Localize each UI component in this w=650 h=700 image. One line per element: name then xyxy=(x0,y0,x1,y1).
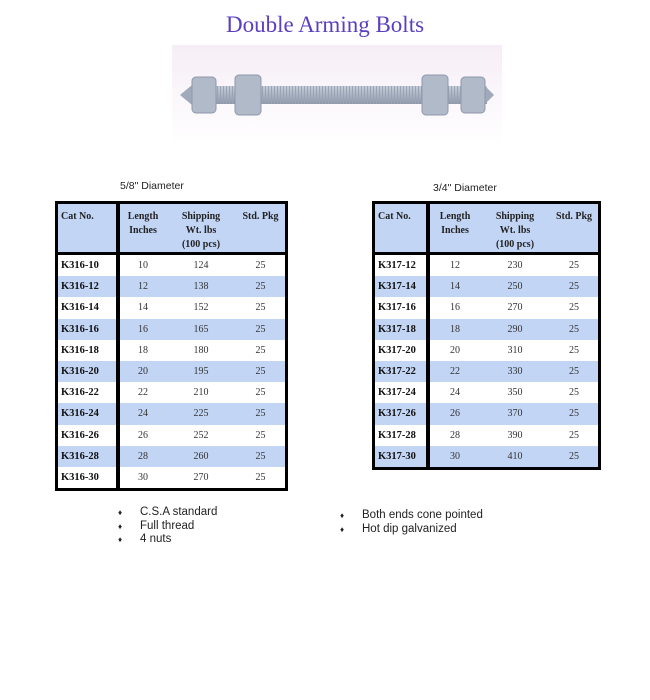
cat-no-cell: K317-20 xyxy=(375,340,430,361)
table-cell: 20 xyxy=(138,366,148,378)
table-cell: 24 xyxy=(138,408,148,420)
table-cell: 138 xyxy=(193,281,209,293)
table-cell: 25 xyxy=(255,366,266,378)
table-cell: 165 xyxy=(193,323,209,335)
table-cell: 18 xyxy=(138,344,148,356)
table-cell: 14 xyxy=(138,302,148,314)
table-cell: 250 xyxy=(507,281,523,293)
table-5-8-diameter xyxy=(55,201,288,491)
table-row xyxy=(58,403,285,424)
table-row xyxy=(375,382,598,403)
cat-no-cell: K316-30 xyxy=(58,467,120,488)
cat-no-cell: K316-26 xyxy=(58,425,120,446)
column-header: Shipping Wt. lbs (100 pcs) xyxy=(181,211,221,250)
table-cell: 25 xyxy=(569,366,579,378)
table-cell: 25 xyxy=(569,281,579,293)
table-cell: 152 xyxy=(193,302,209,314)
table-cell: 28 xyxy=(138,450,148,462)
table-cell: 25 xyxy=(569,408,579,420)
bullet-icon: ♦ xyxy=(118,508,123,517)
table-cell: 270 xyxy=(507,302,523,314)
table-cell: 25 xyxy=(569,302,579,314)
cat-no-cell: K317-18 xyxy=(375,319,430,340)
cat-no-cell: K316-16 xyxy=(58,319,120,340)
table-row xyxy=(375,425,598,446)
table-row xyxy=(58,446,285,467)
table-cell: 124 xyxy=(193,260,209,272)
table-cell: 195 xyxy=(193,366,209,378)
table-cell: 25 xyxy=(255,429,266,441)
cat-no-cell: K316-24 xyxy=(58,403,120,424)
table-cell: 270 xyxy=(193,471,209,483)
cat-no-cell: K316-12 xyxy=(58,276,120,297)
table-header-row xyxy=(375,204,598,255)
cat-no-cell: K317-30 xyxy=(375,446,430,467)
table-cell: 252 xyxy=(193,429,209,441)
cat-no-cell: K317-26 xyxy=(375,403,430,424)
cat-no-cell: K316-10 xyxy=(58,255,120,276)
cat-no-cell: K317-24 xyxy=(375,382,430,403)
table-cell: 260 xyxy=(193,450,209,462)
cat-no-cell: K317-12 xyxy=(375,255,430,276)
cat-no-cell: K317-16 xyxy=(375,297,430,318)
table-cell: 25 xyxy=(255,260,266,272)
table-cell: 25 xyxy=(255,281,266,293)
table-cell: 12 xyxy=(450,260,460,272)
table-row xyxy=(58,382,285,403)
table-cell: 22 xyxy=(450,366,460,378)
table-cell: 25 xyxy=(255,408,266,420)
feature-item: ♦ 4 nuts xyxy=(118,533,172,545)
table-cell: 180 xyxy=(193,344,209,356)
table-cell: 28 xyxy=(450,429,460,441)
table-row xyxy=(375,403,598,424)
table-cell: 410 xyxy=(507,450,523,462)
cat-no-cell: K317-28 xyxy=(375,425,430,446)
table-cell: 25 xyxy=(569,344,579,356)
table-cell: 330 xyxy=(507,366,523,378)
feature-item: ♦ Both ends cone pointed xyxy=(340,509,483,521)
table-caption-3-4: 3/4" Diameter xyxy=(433,182,497,194)
table-cell: 22 xyxy=(138,387,148,399)
table-cell: 390 xyxy=(507,429,523,441)
table-cell: 24 xyxy=(450,387,460,399)
cat-no-cell: K316-22 xyxy=(58,382,120,403)
table-row xyxy=(375,340,598,361)
column-header: Cat No. xyxy=(58,204,120,252)
table-cell: 25 xyxy=(255,344,266,356)
table-cell: 25 xyxy=(255,323,266,335)
table-cell: 16 xyxy=(138,323,148,335)
table-cell: 26 xyxy=(450,408,460,420)
table-cell: 30 xyxy=(138,471,148,483)
features-left xyxy=(118,506,217,547)
features-right xyxy=(340,509,483,536)
table-row xyxy=(58,297,285,318)
cat-no-cell: K316-14 xyxy=(58,297,120,318)
table-cell: 25 xyxy=(255,471,266,483)
feature-item: ♦ Full thread xyxy=(118,519,195,532)
table-row xyxy=(58,255,285,276)
table-row xyxy=(58,467,285,488)
column-header: Cat No. xyxy=(375,204,430,252)
table-cell: 30 xyxy=(450,450,460,462)
table-cell: 25 xyxy=(569,260,579,272)
column-header: Length Inches xyxy=(127,211,159,236)
table-cell: 10 xyxy=(138,260,148,272)
table-cell: 26 xyxy=(138,429,148,441)
table-cell: 25 xyxy=(569,429,579,441)
table-cell: 350 xyxy=(507,387,523,399)
table-row xyxy=(58,361,285,382)
bullet-icon: ♦ xyxy=(118,521,123,531)
cat-no-cell: K316-20 xyxy=(58,361,120,382)
table-cell: 25 xyxy=(569,323,579,335)
table-cell: 18 xyxy=(450,323,460,335)
table-row xyxy=(58,319,285,340)
table-cell: 310 xyxy=(507,344,523,356)
cat-no-cell: K317-22 xyxy=(375,361,430,382)
table-cell: 210 xyxy=(193,387,209,399)
table-cell: 225 xyxy=(193,408,209,420)
bolt-photo xyxy=(172,45,502,145)
table-cell: 230 xyxy=(507,260,523,272)
column-header: Length Inches xyxy=(439,211,471,236)
table-cell: 25 xyxy=(255,387,266,399)
table-cell: 14 xyxy=(450,281,460,293)
column-header: Std. Pkg xyxy=(555,211,593,222)
table-cell: 25 xyxy=(569,450,579,462)
table-cell: 290 xyxy=(507,323,523,335)
cat-no-cell: K316-18 xyxy=(58,340,120,361)
table-cell: 25 xyxy=(569,387,579,399)
bullet-icon: ♦ xyxy=(340,511,345,520)
table-cell: 370 xyxy=(507,408,523,420)
table-cell: 12 xyxy=(138,281,148,293)
column-header: Shipping Wt. lbs (100 pcs) xyxy=(495,211,535,250)
table-row xyxy=(375,446,598,467)
table-row xyxy=(58,276,285,297)
table-row xyxy=(375,319,598,340)
page-title: Double Arming Bolts xyxy=(225,12,425,37)
table-cell: 25 xyxy=(255,450,266,462)
table-row xyxy=(375,276,598,297)
table-header-row xyxy=(58,204,285,255)
cat-no-cell: K316-28 xyxy=(58,446,120,467)
table-row xyxy=(375,297,598,318)
feature-item: ♦ Hot dip galvanized xyxy=(340,522,457,535)
table-caption-5-8: 5/8" Diameter xyxy=(120,180,184,192)
table-3-4-diameter xyxy=(372,201,601,470)
table-row xyxy=(58,425,285,446)
feature-item: ♦ C.S.A standard xyxy=(118,506,218,518)
table-row xyxy=(375,361,598,382)
table-row xyxy=(375,255,598,276)
table-cell: 20 xyxy=(450,344,460,356)
table-row xyxy=(58,340,285,361)
bullet-icon: ♦ xyxy=(340,524,345,534)
cat-no-cell: K317-14 xyxy=(375,276,430,297)
table-cell: 25 xyxy=(255,302,266,314)
column-header: Std. Pkg xyxy=(242,211,279,222)
bullet-icon: ♦ xyxy=(118,535,123,544)
table-cell: 16 xyxy=(450,302,460,314)
